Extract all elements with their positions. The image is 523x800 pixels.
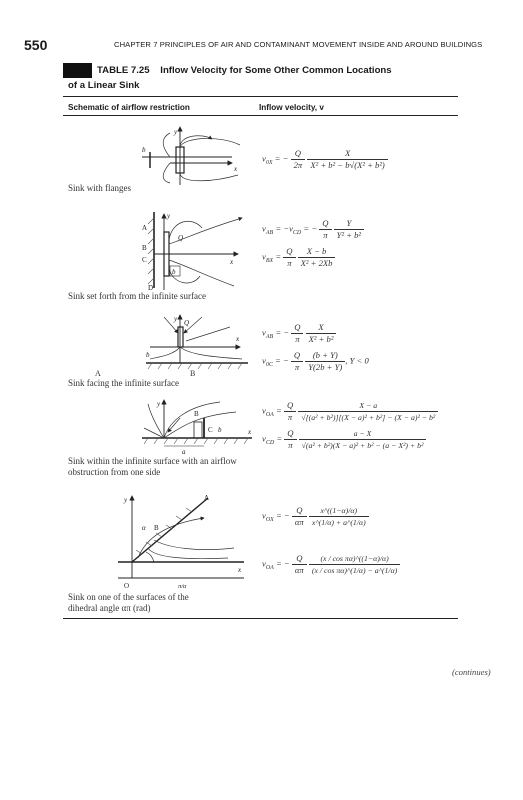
diagram-label-b: b [218, 426, 222, 434]
diagram-sink-facing-surface [144, 313, 254, 371]
diagram-label-y: y [157, 400, 161, 408]
diagram-label-B: B [154, 524, 159, 532]
equation-vab: $v_{AB}$ = − $\frac{Q}{\pi}$ $\frac{X}{\text{X² + b²}}$ [262, 322, 336, 345]
equation-voa: $v_{OA}$ = $\frac{Q}{\pi}$ $\frac{X - a}{\text{√[(a² + b²)][(X − a)² + b²] − (X − a)² − b²}}$ [262, 400, 438, 423]
equation-v0x: $v_{0X}$ = − $\frac{Q}{2\pi}$ $\frac{X}{\text{X² + b² − b√(X² + b²)}}$ [262, 148, 388, 171]
diagram-label-A: A [142, 224, 148, 232]
diagram-label-x: x [236, 335, 240, 343]
equation-vcd: $v_{CD}$ = $\frac{Q}{\pi}$ $\frac{a - X}{\text{√(a² + b²)(X − a)² + b² − (a − X²) + b²}}$ [262, 428, 426, 451]
diagram-label-B: B [194, 410, 199, 418]
diagram-label-a: a [182, 448, 186, 456]
diagram-label-A: A [95, 369, 101, 378]
diagram-label-Q: Q [178, 234, 184, 242]
top-rule [63, 96, 458, 97]
equation-v0c: $v_{0C}$ = − $\frac{Q}{\pi}$ $\frac{(b + Y)}{Y(2b + Y)}$ , Y < 0 [262, 350, 369, 372]
table-marker [63, 63, 92, 78]
row-caption: Sink on one of the surfaces of the dihedral angle απ (rad) [68, 592, 189, 613]
row-caption: Sink with flanges [68, 183, 131, 193]
diagram-label-x: x [248, 428, 252, 436]
column-header-schematic: Schematic of airflow restriction [68, 103, 190, 112]
running-head: CHAPTER 7 PRINCIPLES OF AIR AND CONTAMINANT MOVEMENT INSIDE AND AROUND BUILDINGS [114, 40, 483, 49]
diagram-label-C: C [142, 256, 147, 264]
diagram-label-pi-alpha: π/α [178, 583, 187, 590]
diagram-sink-set-forth [142, 210, 252, 292]
equation-voa: $v_{OA}$ = − $\frac{Q}{\alpha\pi}$ $\frac{\text{(x / cos πα)\textasciicircum{}((1−α)/α)}}{\text{(x / cos πα)\textasciicircum{}(1/α) − a\textasciicircum{}(1/α)}}$ [262, 553, 400, 576]
equation-vab-vcd: $v_{AB} = -v_{CD}$ = − $\frac{Q}{\pi}$ $\frac{Y}{\text{Y² + b²}}$ [262, 218, 364, 241]
diagram-label-D: D [148, 284, 154, 292]
equation-vbx: $v_{BX}$ = $\frac{Q}{\pi}$ $\frac{X - b}{\text{X² + 2Xb}}$ [262, 246, 335, 269]
diagram-sink-with-flanges [140, 125, 260, 187]
diagram-label-Q: Q [184, 319, 190, 327]
diagram-sink-with-obstruction [140, 398, 260, 456]
diagram-label-b: b [142, 146, 146, 154]
table-subtitle: of a Linear Sink [68, 80, 140, 91]
diagram-label-x: x [238, 566, 242, 574]
row-caption: Sink set forth from the infinite surface [68, 291, 206, 301]
diagram-label-y: y [174, 315, 178, 323]
diagram-label-O: O [124, 582, 130, 590]
diagram-label-x: x [230, 258, 234, 266]
diagram-label-y: y [124, 496, 128, 504]
diagram-label-A: A [204, 494, 210, 502]
table-title [97, 65, 392, 76]
diagram-label-B: B [190, 369, 196, 378]
diagram-label-alpha: α [142, 524, 146, 532]
diagram-label-C: C [208, 426, 213, 434]
column-header-velocity: Inflow velocity, v [259, 103, 324, 112]
equation-vox: $v_{OX}$ = − $\frac{Q}{\alpha\pi}$ $\frac{x\^{}((1-\alpha)/\alpha)}{x\^{}(1/\alpha) + a\^{}(1/\alpha)}$ [262, 505, 369, 528]
bottom-rule [63, 618, 458, 619]
row-caption: Sink within the infinite surface with an airflow obstruction from one side [68, 456, 237, 477]
table-title-text: Inflow Velocity for Some Other Common Locations [160, 65, 392, 76]
table-label: TABLE 7.25 [97, 65, 150, 76]
diagram-label-b: b [172, 268, 176, 276]
diagram-label-x: x [234, 165, 238, 173]
header-rule [63, 115, 458, 116]
continues-note: (continues) [452, 667, 491, 677]
diagram-label-y: y [174, 128, 178, 136]
diagram-sink-dihedral-angle [108, 492, 248, 592]
page-number: 550 [24, 37, 48, 53]
diagram-label-B: B [142, 244, 147, 252]
row-caption: Sink facing the infinite surface [68, 378, 179, 388]
diagram-label-b: b [146, 351, 150, 359]
diagram-label-y: y [167, 212, 171, 220]
